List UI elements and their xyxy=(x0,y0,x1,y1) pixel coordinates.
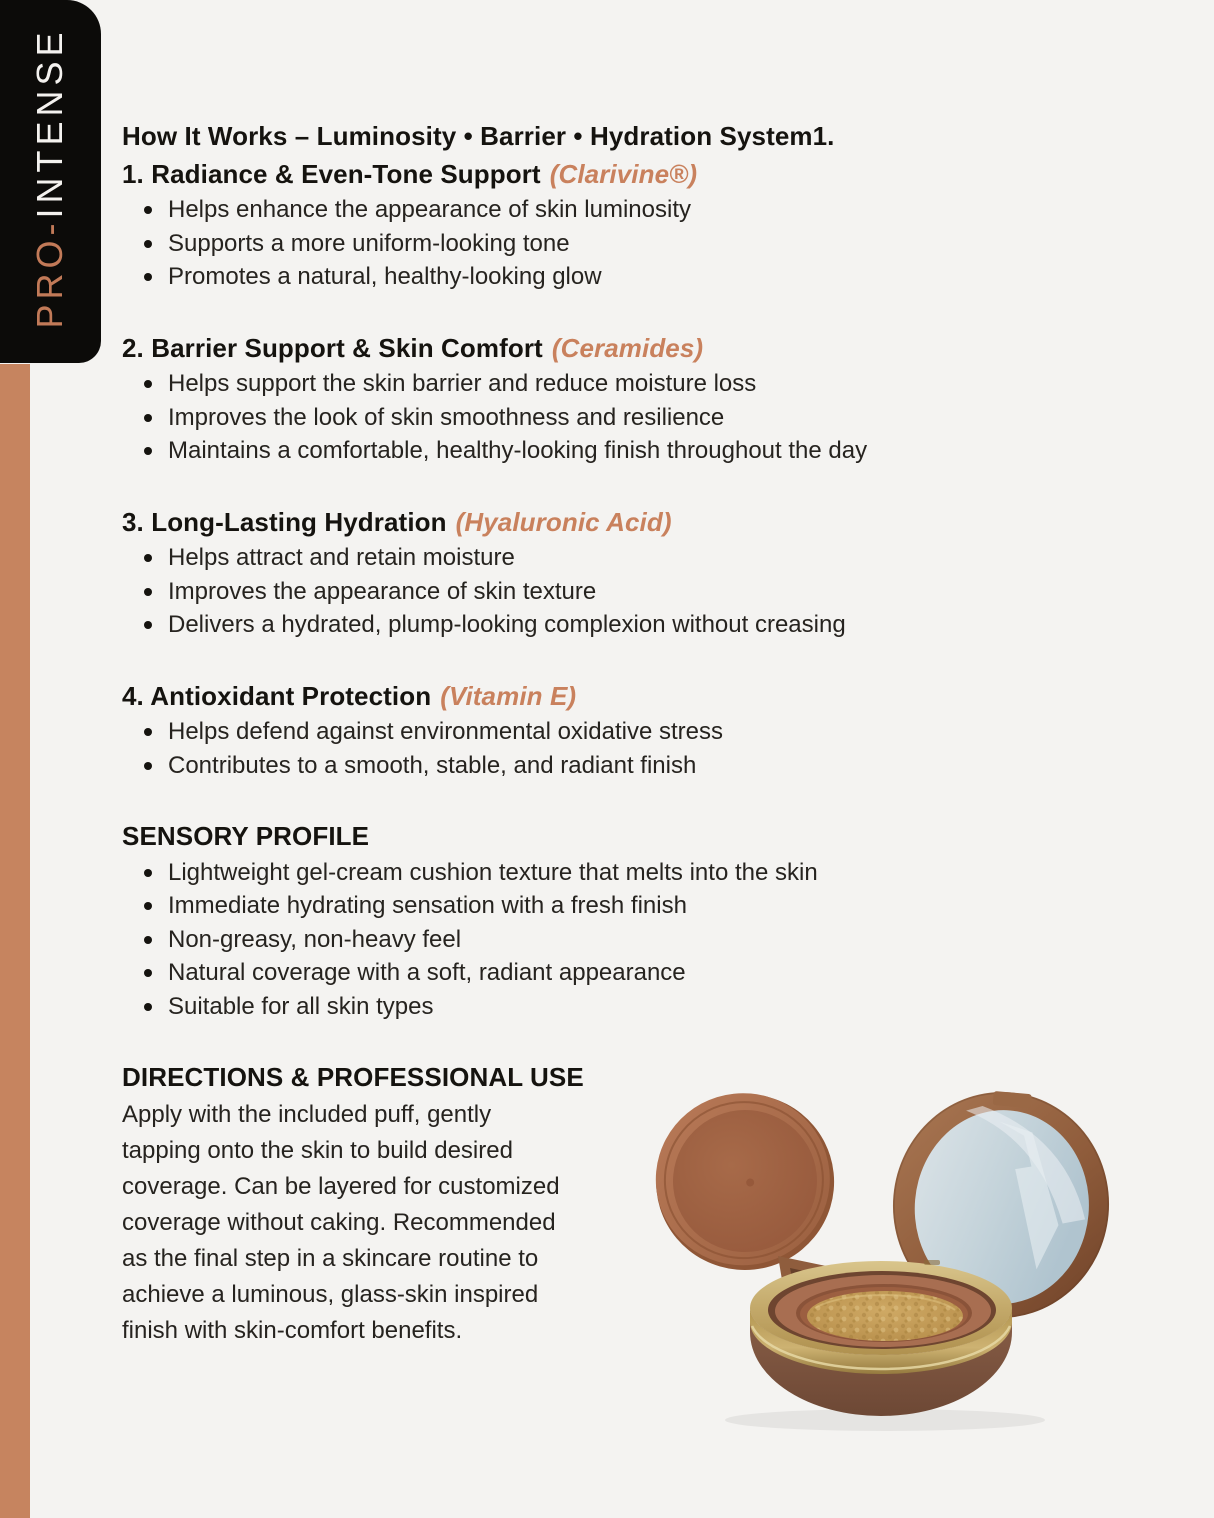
section-heading-text: 1. Radiance & Even-Tone Support xyxy=(122,158,541,189)
ingredient-label: (Ceramides) xyxy=(551,332,704,363)
bullet-text: Maintains a comfortable, healthy-looking finish throughout the day xyxy=(168,437,868,464)
bullet-icon xyxy=(144,728,152,736)
brand-primary: PRO- xyxy=(29,218,70,329)
paragraph-line: finish with skin-comfort benefits. xyxy=(122,1316,463,1344)
ingredient-label: (Vitamin E) xyxy=(440,680,577,711)
section-radiance xyxy=(122,156,1132,294)
list-item xyxy=(122,608,1132,642)
bullet-icon xyxy=(144,240,152,248)
paragraph-line: coverage without caking. Recommended xyxy=(122,1208,556,1236)
bullet-text: Delivers a hydrated, plump-looking complexion without creasing xyxy=(168,611,846,638)
bullet-icon xyxy=(144,762,152,770)
list-item xyxy=(122,434,1132,468)
directions-paragraph xyxy=(122,1097,722,1349)
bullet-text: Supports a more uniform-looking tone xyxy=(168,229,570,257)
section-sensory-profile xyxy=(122,818,1132,1023)
bullet-icon xyxy=(144,273,152,281)
section-heading-text: 2. Barrier Support & Skin Comfort xyxy=(122,332,543,363)
list-item xyxy=(122,260,1132,294)
accent-bar xyxy=(0,364,30,1518)
bullet-text: Contributes to a smooth, stable, and radiant finish xyxy=(168,751,697,779)
list-item xyxy=(122,193,1132,227)
paragraph-line: coverage. Can be layered for customized xyxy=(122,1172,560,1200)
cushion-base xyxy=(750,1260,1012,1416)
section-barrier xyxy=(122,330,1132,468)
product-photo xyxy=(640,1070,1214,1450)
bullet-list xyxy=(122,193,1132,294)
list-item xyxy=(122,715,1132,749)
paragraph-line: achieve a luminous, glass-skin inspired xyxy=(122,1280,539,1308)
bullet-list xyxy=(122,541,1132,642)
bullet-icon xyxy=(144,869,152,877)
list-item xyxy=(122,541,1132,575)
section-heading-text: 3. Long-Lasting Hydration xyxy=(122,506,447,537)
list-item xyxy=(122,575,1132,609)
section-hydration xyxy=(122,504,1132,642)
bullet-text: Promotes a natural, healthy-looking glow xyxy=(168,263,602,290)
bullet-icon xyxy=(144,380,152,388)
bullet-text: Helps attract and retain moisture xyxy=(168,544,515,571)
section-heading: DIRECTIONS & PROFESSIONAL USE xyxy=(122,1062,584,1092)
section-heading xyxy=(122,156,1132,194)
bullet-icon xyxy=(144,414,152,422)
brand-secondary: INTENSE xyxy=(29,27,70,219)
list-item xyxy=(122,956,1132,990)
list-item xyxy=(122,923,1132,957)
paragraph-line: tapping onto the skin to build desired xyxy=(122,1136,513,1164)
brand-ribbon xyxy=(0,0,101,363)
inner-lid xyxy=(647,1084,843,1279)
bullet-text: Helps enhance the appearance of skin luminosity xyxy=(168,196,691,223)
bullet-text: Natural coverage with a soft, radiant appearance xyxy=(168,959,686,986)
section-heading xyxy=(122,504,1132,542)
ingredient-label: (Hyaluronic Acid) xyxy=(455,506,672,537)
list-item xyxy=(122,401,1132,435)
bullet-text: Helps defend against environmental oxidative stress xyxy=(168,718,723,745)
list-item xyxy=(122,749,1132,783)
list-item xyxy=(122,889,1132,923)
bullet-list xyxy=(122,856,1132,1024)
list-item xyxy=(122,227,1132,261)
bullet-icon xyxy=(144,969,152,977)
bullet-list xyxy=(122,367,1132,468)
bullet-text: Improves the look of skin smoothness and resilience xyxy=(168,403,725,431)
brand-vertical-text xyxy=(29,27,71,328)
bullet-text: Non-greasy, non-heavy feel xyxy=(168,925,462,953)
section-heading-text: 4. Antioxidant Protection xyxy=(122,680,432,711)
section-heading xyxy=(122,330,1132,368)
bullet-icon xyxy=(144,902,152,910)
ingredient-label: (Clarivine®) xyxy=(549,158,698,189)
section-heading xyxy=(122,678,1132,716)
bullet-icon xyxy=(144,621,152,629)
list-item xyxy=(122,367,1132,401)
bullet-icon xyxy=(144,1003,152,1011)
list-item xyxy=(122,856,1132,890)
bullet-text: Suitable for all skin types xyxy=(168,992,434,1020)
bullet-icon xyxy=(144,447,152,455)
bullet-list xyxy=(122,715,1132,782)
bullet-icon xyxy=(144,206,152,214)
paragraph-line: as the final step in a skincare routine to xyxy=(122,1244,539,1272)
bullet-text: Immediate hydrating sensation with a fresh finish xyxy=(168,892,687,919)
bullet-text: Helps support the skin barrier and reduce moisture loss xyxy=(168,370,757,397)
bullet-text: Lightweight gel-cream cushion texture that melts into the skin xyxy=(168,858,818,886)
bullet-icon xyxy=(144,936,152,944)
bullet-icon xyxy=(144,554,152,562)
page-title: How It Works – Luminosity • Barrier • Hydration System1. xyxy=(122,121,835,151)
paragraph-line: Apply with the included puff, gently xyxy=(122,1100,492,1128)
bullet-icon xyxy=(144,588,152,596)
list-item xyxy=(122,990,1132,1024)
section-antioxidant xyxy=(122,678,1132,783)
bullet-text: Improves the appearance of skin texture xyxy=(168,577,597,605)
section-heading: SENSORY PROFILE xyxy=(122,821,370,851)
